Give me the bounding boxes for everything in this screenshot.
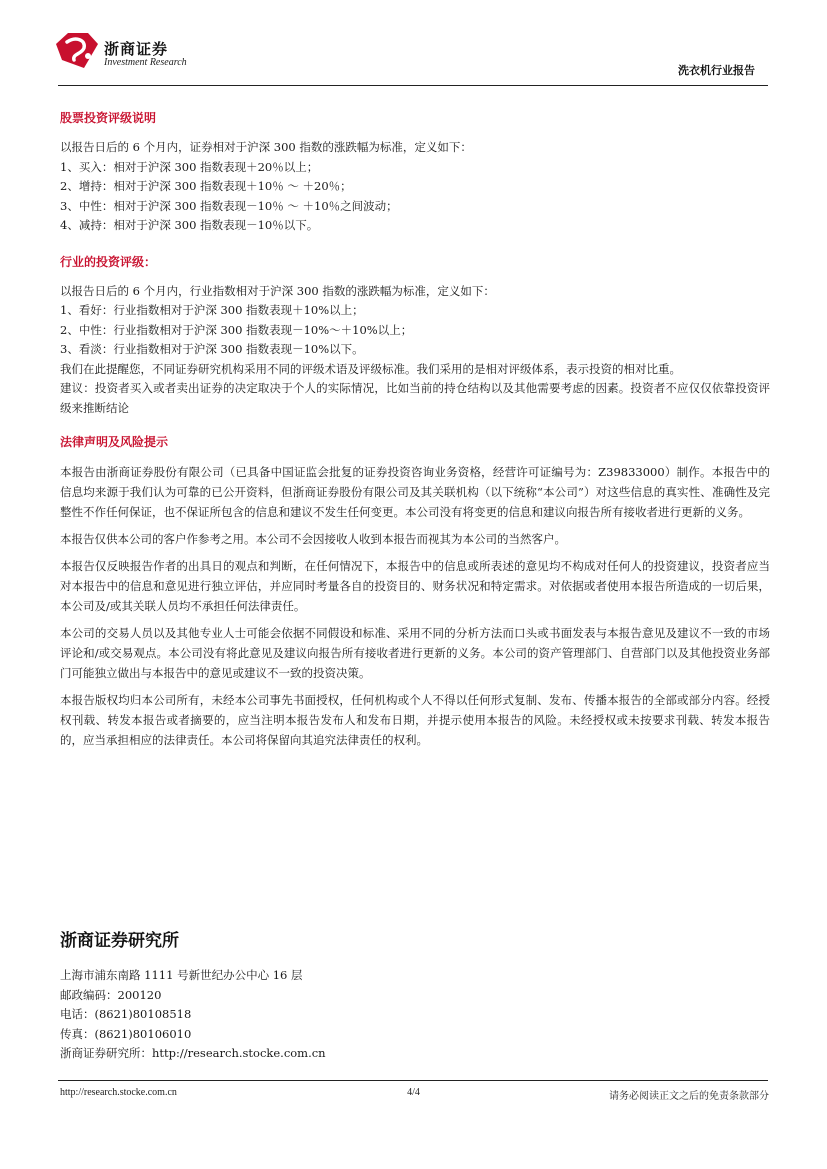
legal-paragraph-3: 本报告仅反映报告作者的出具日的观点和判断，在任何情况下，本报告中的信息或所表述的意见均不构成对任何人的投资建议，投资者应当对本报告中的信息和意见进行独立评估，并应同时考量各自的投资目的、财务状况和特定需求。对依据或者使用本报告所造成的一切后果，本公司及/或其关联人员均不承担任何法律责任。 <box>60 559 770 613</box>
industry-rating-title: 行业的投资评级： <box>60 254 157 269</box>
section-gap <box>60 418 770 432</box>
brand-name-en: Investment Research <box>104 57 187 68</box>
page-header <box>0 0 827 90</box>
legal-paragraph-5: 本报告版权均归本公司所有，未经本公司事先书面授权，任何机构或个人不得以任何形式复制、发布、传播本报告的全部或部分内容。经授权刊载、转发本报告或者摘要的，应当注明本报告发布人和发布日期，并提示使用本报告的风险。未经授权或未按要求刊载、转发本报告的，应当承担相应的法律责任。本公司将保留向其追究法律责任的权利。 <box>60 693 770 747</box>
page-number: 4/4 <box>407 1087 420 1098</box>
stock-rating-title: 股票投资评级说明 <box>60 111 157 125</box>
industry-rating-neutral: 2、中性：行业指数相对于沪深 300 指数表现－10%～＋10%以上； <box>60 322 413 337</box>
footer-divider <box>58 1080 768 1081</box>
stock-rating-section <box>60 108 770 236</box>
stock-rating-intro: 以报告日后的 6 个月内，证券相对于沪深 300 指数的涨跌幅为标准，定义如下： <box>60 140 472 154</box>
industry-rating-intro: 以报告日后的 6 个月内，行业指数相对于沪深 300 指数的涨跌幅为标准，定义如下： <box>60 283 495 298</box>
legal-paragraph-1: 本报告由浙商证券股份有限公司（已具备中国证监会批复的证券投资咨询业务资格，经营许可证编号为：Z39833000）制作。本报告中的信息均来源于我们认为可靠的已公开资料，但浙商证券股份有限公司及其关联机构（以下统称“本公司”）对这些信息的真实性、准确性及完整性不作任何保证，也不保证所包含的信息和建议不发生任何变更。本公司没有将变更的信息和建议向报告所有接收者进行更新的义务。 <box>60 465 770 519</box>
legal-paragraph-2: 本报告仅供本公司的客户作参考之用。本公司不会因接收人收到本报告而视其为本公司的当然客户。 <box>60 532 566 546</box>
legal-title: 法律声明及风险提示 <box>60 435 169 449</box>
institute-name: 浙商证券研究所 <box>60 931 179 951</box>
stock-rating-buy: 1、买入：相对于沪深 300 指数表现＋20％以上； <box>60 159 319 174</box>
section-gap <box>60 236 770 252</box>
stock-rating-overweight: 2、增持：相对于沪深 300 指数表现＋10％ ～ ＋20％； <box>60 179 352 193</box>
industry-rating-section <box>60 252 770 419</box>
industry-rating-negative: 3、看淡：行业指数相对于沪深 300 指数表现－10%以下。 <box>60 342 364 356</box>
institute-address: 上海市浦东南路 1111 号新世纪办公中心 16 层 <box>60 968 303 982</box>
industry-rating-positive: 1、看好：行业指数相对于沪深 300 指数表现＋10%以上； <box>60 303 364 317</box>
stock-rating-underweight: 4、减持：相对于沪深 300 指数表现－10％以下。 <box>60 218 319 232</box>
stock-rating-neutral: 3、中性：相对于沪深 300 指数表现－10％ ～ ＋10％之间波动； <box>60 198 398 213</box>
industry-rating-reminder: 我们在此提醒您，不同证券研究机构采用不同的评级术语及评级标准。我们采用的是相对评级体系，表示投资的相对比重。 <box>60 361 681 376</box>
institute-fax: 传真：(8621)80106010 <box>60 1026 192 1041</box>
brand-name-cn: 浙商证券 <box>104 40 169 58</box>
zheshang-logo-icon <box>54 30 104 70</box>
page-content <box>60 108 770 757</box>
institute-website: 浙商证券研究所：http://research.stocke.com.cn <box>60 1046 326 1060</box>
header-divider <box>58 85 768 86</box>
footer-url: http://research.stocke.com.cn <box>60 1087 177 1098</box>
institute-contact <box>60 966 326 1064</box>
institute-postcode: 邮政编码：200120 <box>60 987 162 1002</box>
legal-section <box>60 432 770 750</box>
report-type: 洗衣机行业报告 <box>678 64 755 77</box>
legal-paragraph-4: 本公司的交易人员以及其他专业人士可能会依据不同假设和标准、采用不同的分析方法而口头或书面发表与本报告意见及建议不一致的市场评论和/或交易观点。本公司没有将此意见及建议向报告所有接收者进行更新的义务。本公司的资产管理部门、自营部门以及其他投资业务部门可能独立做出与本报告中的意见或建议不一致的投资决策。 <box>60 626 770 680</box>
footer-disclaimer-notice: 请务必阅读正文之后的免责条款部分 <box>609 1091 769 1102</box>
institute-phone: 电话：(8621)80108518 <box>60 1007 192 1021</box>
industry-rating-advice: 建议：投资者买入或者卖出证券的决定取决于个人的实际情况，比如当前的持仓结构以及其他需要考虑的因素。投资者不应仅仅依靠投资评级来推断结论 <box>60 381 770 415</box>
